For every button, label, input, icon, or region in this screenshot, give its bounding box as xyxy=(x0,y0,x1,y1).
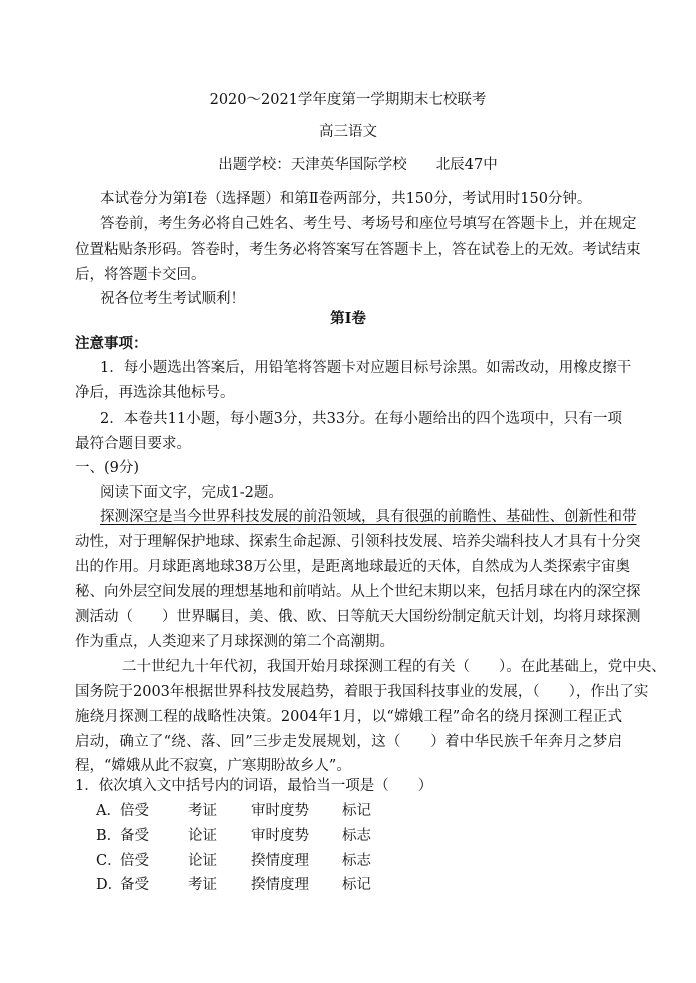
good-luck-line: 祝各位考生考试顺利！ xyxy=(100,291,245,307)
option-word: 备受 xyxy=(120,828,149,844)
note-line: 净后，再选涂其他标号。 xyxy=(75,385,235,401)
passage-line: 出的作用。月球距离地球38万公里，是距离地球最近的天体，自然成为人类探索宇宙奥 xyxy=(75,559,630,575)
passage-underlined-line: 探测深空是当今世界科技发展的前沿领域，具有很强的前瞻性、基础性、创新性和带 xyxy=(100,509,637,525)
passage-line: 二十世纪九十年代初，我国开始月球探测工程的有关（ ）。在此基础上，党中央、 xyxy=(122,659,666,675)
option-word: 审时度势 xyxy=(251,828,309,844)
setter-schools: 出题学校：天津英华国际学校 北辰47中 xyxy=(218,157,498,173)
reading-instruction: 阅读下面文字，完成1-2题。 xyxy=(100,485,283,501)
option-word: 标志 xyxy=(342,828,371,844)
part-heading: 一、(9分) xyxy=(75,460,140,476)
intro-line: 本试卷分为第Ⅰ卷（选择题）和第Ⅱ卷两部分，共150分，考试用时150分钟。 xyxy=(100,191,592,207)
option-word: 标记 xyxy=(342,877,371,893)
option-word: 标记 xyxy=(342,803,371,819)
option-word: 标志 xyxy=(342,853,371,869)
passage-line: 测活动（ ）世界瞩目，美、俄、欧、日等航天大国纷纷制定航天计划，均将月球探测 xyxy=(75,609,641,625)
note-line: 最符合题目要求。 xyxy=(75,436,191,452)
intro-line: 答卷前，考生务必将自己姓名、考生号、考场号和座位号填写在答题卡上，并在规定 xyxy=(100,216,637,232)
subject-title: 高三语文 xyxy=(319,124,377,140)
question-stem: 1．依次填入文中括号内的词语，最恰当一项是（ ） xyxy=(75,778,433,794)
option-word: 揆情度理 xyxy=(251,853,309,869)
option-word: 论证 xyxy=(188,828,217,844)
notes-title: 注意事项： xyxy=(75,335,148,352)
option-word: 审时度势 xyxy=(251,803,309,819)
option-word: 考证 xyxy=(188,877,217,893)
option-word: 考证 xyxy=(188,803,217,819)
option-label: B． xyxy=(96,828,122,844)
option-word: 论证 xyxy=(188,853,217,869)
option-word: 倍受 xyxy=(120,803,149,819)
passage-line: 程，“嫦娥从此不寂寞，广寒期盼故乡人”。 xyxy=(75,758,351,774)
passage-line: 作为重点，人类迎来了月球探测的第二个高潮期。 xyxy=(75,634,394,650)
option-word: 揆情度理 xyxy=(251,877,309,893)
note-line: 2．本卷共11小题，每小题3分，共33分。在每小题给出的四个选项中，只有一项 xyxy=(100,411,622,427)
option-word: 备受 xyxy=(120,877,149,893)
intro-line: 位置粘贴条形码。答卷时，考生务必将答案写在答题卡上，答在试卷上的无效。考试结束 xyxy=(75,242,641,258)
option-label: D． xyxy=(96,877,123,893)
option-word: 倍受 xyxy=(120,853,149,869)
option-label: C． xyxy=(96,853,122,869)
passage-line: 国务院于2003年根据世界科技发展趋势，着眼于我国科技事业的发展，（ ），作出了实 xyxy=(75,684,649,700)
passage-line: 动性，对于理解保护地球、探索生命起源、引领科技发展、培养尖端科技人才具有十分突 xyxy=(75,534,641,550)
intro-line: 后，将答题卡交回。 xyxy=(75,267,206,283)
passage-line: 启动，确立了“绕、落、回”三步走发展规划，这（ ）着中华民族千年奔月之梦启 xyxy=(75,734,622,750)
passage-line: 秘、向外层空间发展的理想基地和前哨站。从上个世纪末期以来，包括月球在内的深空探 xyxy=(75,584,641,600)
passage-line: 施绕月探测工程的战略性决策。2004年1月，以“嫦娥工程”命名的绕月探测工程正式 xyxy=(75,709,622,725)
note-line: 1．每小题选出答案后，用铅笔将答题卡对应题目标号涂黑。如需改动，用橡皮擦干 xyxy=(100,360,632,376)
option-label: A． xyxy=(96,803,121,819)
exam-title: 2020～2021学年度第一学期期末七校联考 xyxy=(209,92,487,108)
section-title: 第Ⅰ卷 xyxy=(330,310,366,327)
